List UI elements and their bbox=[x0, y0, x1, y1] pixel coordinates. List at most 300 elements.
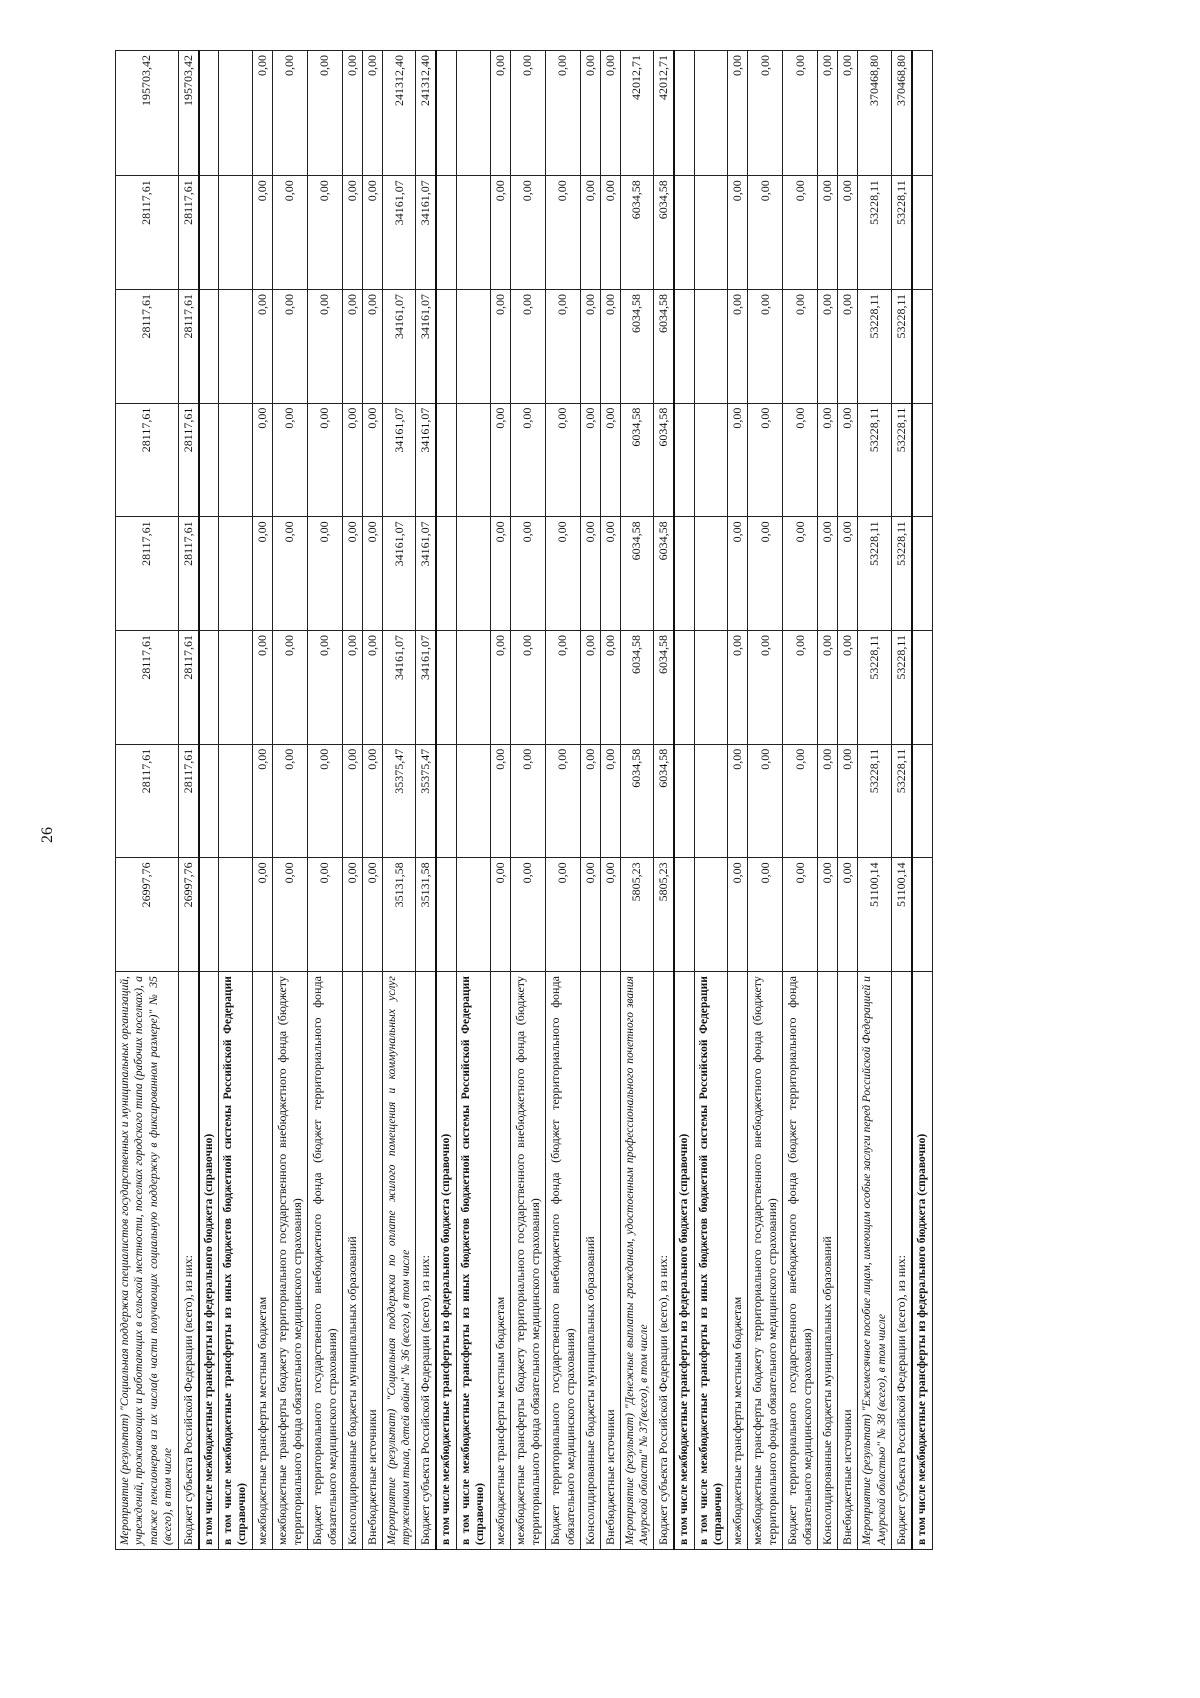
table-row bbox=[858, 51, 892, 1550]
row-value-cell: 0,00 bbox=[728, 517, 748, 631]
row-value-cell bbox=[218, 403, 252, 517]
row-value-cell: 0,00 bbox=[490, 631, 510, 745]
row-value-cell: 0,00 bbox=[748, 858, 783, 972]
row-label: Бюджет территориального государственного внебюджетного фонда (бюджет территориального фонда обязательного медицинского страхования) bbox=[307, 972, 342, 1550]
row-value-cell: 6034,58 bbox=[620, 744, 654, 858]
row-value-cell: 0,00 bbox=[748, 403, 783, 517]
row-value-cell: 0,00 bbox=[580, 289, 600, 403]
row-value-cell bbox=[694, 176, 728, 290]
row-value-cell bbox=[456, 517, 490, 631]
row-value-cell: 0,00 bbox=[510, 631, 545, 745]
row-value-cell: 35131,58 bbox=[416, 858, 437, 972]
row-value-cell: 28117,61 bbox=[178, 289, 199, 403]
row-value-cell: 0,00 bbox=[783, 289, 818, 403]
row-value-cell: 0,00 bbox=[272, 744, 307, 858]
row-value-cell: 0,00 bbox=[342, 517, 362, 631]
table-row bbox=[674, 51, 694, 1550]
row-total-cell: 0,00 bbox=[545, 51, 580, 176]
row-label: в том числе межбюджетные трансферты из федерального бюджета (справочно) bbox=[436, 972, 456, 1550]
row-value-cell bbox=[912, 744, 932, 858]
row-value-cell: 34161,07 bbox=[382, 403, 416, 517]
row-value-cell: 0,00 bbox=[600, 289, 620, 403]
row-value-cell: 28117,61 bbox=[116, 517, 179, 631]
row-value-cell: 34161,07 bbox=[416, 517, 437, 631]
row-value-cell: 0,00 bbox=[272, 403, 307, 517]
row-value-cell bbox=[674, 403, 694, 517]
row-value-cell: 0,00 bbox=[818, 176, 838, 290]
row-value-cell: 5805,23 bbox=[620, 858, 654, 972]
row-value-cell: 0,00 bbox=[580, 858, 600, 972]
row-label: Бюджет территориального государственного внебюджетного фонда (бюджет территориального фонда обязательного медицинского страхования) bbox=[783, 972, 818, 1550]
row-value-cell: 0,00 bbox=[272, 517, 307, 631]
table-row bbox=[818, 51, 838, 1550]
row-value-cell: 0,00 bbox=[600, 517, 620, 631]
row-label: межбюджетные трансферты бюджету территориального государственного внебюджетного фонда (бюджету территориального фонда обязательного медицинского страхования) bbox=[748, 972, 783, 1550]
row-value-cell: 0,00 bbox=[307, 289, 342, 403]
row-value-cell: 53228,11 bbox=[858, 289, 892, 403]
row-total-cell bbox=[456, 51, 490, 176]
row-value-cell: 0,00 bbox=[580, 176, 600, 290]
row-value-cell: 0,00 bbox=[510, 403, 545, 517]
row-total-cell: 0,00 bbox=[748, 51, 783, 176]
table-row bbox=[654, 51, 675, 1550]
table-row bbox=[382, 51, 416, 1550]
row-total-cell: 0,00 bbox=[600, 51, 620, 176]
row-value-cell: 0,00 bbox=[490, 517, 510, 631]
row-value-cell bbox=[674, 289, 694, 403]
row-value-cell: 0,00 bbox=[748, 631, 783, 745]
row-value-cell bbox=[694, 744, 728, 858]
row-value-cell bbox=[436, 744, 456, 858]
row-value-cell: 28117,61 bbox=[116, 744, 179, 858]
row-value-cell bbox=[456, 289, 490, 403]
row-value-cell: 0,00 bbox=[838, 403, 858, 517]
row-value-cell: 0,00 bbox=[510, 176, 545, 290]
row-total-cell bbox=[694, 51, 728, 176]
row-value-cell bbox=[912, 517, 932, 631]
row-value-cell: 34161,07 bbox=[416, 176, 437, 290]
row-value-cell: 0,00 bbox=[252, 403, 272, 517]
row-total-cell: 195703,42 bbox=[178, 51, 199, 176]
row-value-cell bbox=[674, 176, 694, 290]
row-value-cell: 0,00 bbox=[362, 744, 382, 858]
row-label: Бюджет субъекта Российской Федерации (всего), из них: bbox=[892, 972, 913, 1550]
row-label: межбюджетные трансферты бюджету территориального государственного внебюджетного фонда (бюджету территориального фонда обязательного медицинского страхования) bbox=[510, 972, 545, 1550]
row-value-cell: 53228,11 bbox=[858, 403, 892, 517]
row-value-cell: 0,00 bbox=[580, 631, 600, 745]
table-row bbox=[490, 51, 510, 1550]
row-value-cell: 0,00 bbox=[818, 858, 838, 972]
row-value-cell: 0,00 bbox=[545, 631, 580, 745]
row-value-cell: 0,00 bbox=[362, 289, 382, 403]
row-value-cell: 0,00 bbox=[362, 517, 382, 631]
row-value-cell: 28117,61 bbox=[116, 176, 179, 290]
row-label: межбюджетные трансферты местным бюджетам bbox=[490, 972, 510, 1550]
row-value-cell bbox=[199, 631, 219, 745]
row-label: в том числе межбюджетные трансферты из иных бюджетов бюджетной системы Российской Федерации (справочно) bbox=[218, 972, 252, 1550]
row-value-cell: 0,00 bbox=[490, 403, 510, 517]
row-value-cell: 35375,47 bbox=[416, 744, 437, 858]
row-value-cell: 0,00 bbox=[818, 517, 838, 631]
row-value-cell: 0,00 bbox=[600, 744, 620, 858]
row-value-cell: 0,00 bbox=[362, 176, 382, 290]
table-row bbox=[580, 51, 600, 1550]
row-value-cell: 26997,76 bbox=[116, 858, 179, 972]
row-total-cell: 241312,40 bbox=[382, 51, 416, 176]
row-value-cell: 0,00 bbox=[545, 176, 580, 290]
table-row bbox=[912, 51, 932, 1550]
row-value-cell: 28117,61 bbox=[178, 744, 199, 858]
row-value-cell bbox=[199, 289, 219, 403]
row-value-cell: 0,00 bbox=[748, 289, 783, 403]
page-number: 26 bbox=[39, 827, 56, 843]
row-label: Бюджет субъекта Российской Федерации (всего), из них: bbox=[416, 972, 437, 1550]
table-row bbox=[600, 51, 620, 1550]
row-value-cell: 28117,61 bbox=[116, 403, 179, 517]
row-total-cell: 0,00 bbox=[272, 51, 307, 176]
row-value-cell bbox=[694, 631, 728, 745]
row-value-cell: 53228,11 bbox=[892, 176, 913, 290]
row-value-cell: 34161,07 bbox=[382, 176, 416, 290]
row-value-cell: 0,00 bbox=[252, 176, 272, 290]
row-value-cell: 0,00 bbox=[838, 176, 858, 290]
row-value-cell bbox=[674, 517, 694, 631]
row-total-cell bbox=[199, 51, 219, 176]
row-value-cell bbox=[912, 289, 932, 403]
table-row bbox=[178, 51, 199, 1550]
row-label: Мероприятие (результат) "Ежемесячное пособие лицам, имеющим особые заслуги перед Российской Федерацией и Амурской областью" № 38 (всего), в том числе bbox=[858, 972, 892, 1550]
row-value-cell: 0,00 bbox=[783, 858, 818, 972]
row-value-cell bbox=[912, 176, 932, 290]
row-label: Мероприятие (результат) "Социальная поддержка специалистов государственных и муниципальных организаций, учреждений, проживающих и работающих в сельской местности, поселках городского типа (рабочих поселках), а также пенсионеров из их числа(в части получающих социальную поддержку в фиксированном размере)" № 35 (всего), в том числе bbox=[116, 972, 179, 1550]
table-row bbox=[252, 51, 272, 1550]
row-value-cell bbox=[218, 631, 252, 745]
table-row bbox=[218, 51, 252, 1550]
row-value-cell: 5805,23 bbox=[654, 858, 675, 972]
row-value-cell: 53228,11 bbox=[892, 631, 913, 745]
row-value-cell: 28117,61 bbox=[116, 631, 179, 745]
budget-table-body bbox=[116, 51, 933, 1550]
row-value-cell bbox=[436, 289, 456, 403]
row-value-cell: 28117,61 bbox=[178, 403, 199, 517]
row-value-cell bbox=[199, 403, 219, 517]
row-value-cell: 0,00 bbox=[307, 858, 342, 972]
row-total-cell: 0,00 bbox=[510, 51, 545, 176]
table-row bbox=[510, 51, 545, 1550]
row-value-cell: 26997,76 bbox=[178, 858, 199, 972]
table-row bbox=[416, 51, 437, 1550]
table-row bbox=[116, 51, 179, 1550]
row-value-cell: 0,00 bbox=[342, 403, 362, 517]
row-value-cell bbox=[694, 858, 728, 972]
row-value-cell: 0,00 bbox=[728, 744, 748, 858]
row-value-cell: 0,00 bbox=[728, 176, 748, 290]
budget-table bbox=[115, 50, 933, 1550]
row-value-cell: 0,00 bbox=[490, 289, 510, 403]
row-value-cell: 28117,61 bbox=[116, 289, 179, 403]
row-value-cell bbox=[912, 858, 932, 972]
row-value-cell: 0,00 bbox=[510, 858, 545, 972]
row-value-cell: 0,00 bbox=[272, 631, 307, 745]
row-value-cell: 0,00 bbox=[307, 517, 342, 631]
row-value-cell: 53228,11 bbox=[858, 631, 892, 745]
row-value-cell: 28117,61 bbox=[178, 517, 199, 631]
row-value-cell bbox=[218, 517, 252, 631]
row-label: межбюджетные трансферты местным бюджетам bbox=[252, 972, 272, 1550]
table-row bbox=[620, 51, 654, 1550]
row-value-cell: 0,00 bbox=[545, 403, 580, 517]
row-total-cell bbox=[674, 51, 694, 176]
row-value-cell bbox=[456, 744, 490, 858]
row-value-cell: 0,00 bbox=[252, 858, 272, 972]
row-value-cell: 0,00 bbox=[252, 631, 272, 745]
table-row bbox=[783, 51, 818, 1550]
table-row bbox=[545, 51, 580, 1550]
row-value-cell: 34161,07 bbox=[382, 517, 416, 631]
row-value-cell: 0,00 bbox=[342, 176, 362, 290]
row-value-cell: 0,00 bbox=[510, 744, 545, 858]
row-value-cell: 0,00 bbox=[600, 858, 620, 972]
row-value-cell: 0,00 bbox=[728, 403, 748, 517]
row-value-cell: 0,00 bbox=[580, 517, 600, 631]
row-value-cell: 0,00 bbox=[748, 176, 783, 290]
row-value-cell: 6034,58 bbox=[654, 631, 675, 745]
row-value-cell: 0,00 bbox=[838, 858, 858, 972]
row-label: в том числе межбюджетные трансферты из федерального бюджета (справочно) bbox=[674, 972, 694, 1550]
row-value-cell: 0,00 bbox=[545, 744, 580, 858]
row-value-cell: 0,00 bbox=[818, 631, 838, 745]
row-value-cell bbox=[694, 517, 728, 631]
row-total-cell: 0,00 bbox=[342, 51, 362, 176]
row-value-cell: 34161,07 bbox=[416, 403, 437, 517]
table-row bbox=[199, 51, 219, 1550]
row-value-cell bbox=[456, 403, 490, 517]
row-value-cell bbox=[674, 858, 694, 972]
row-total-cell: 0,00 bbox=[362, 51, 382, 176]
row-value-cell: 0,00 bbox=[748, 744, 783, 858]
row-value-cell: 51100,14 bbox=[892, 858, 913, 972]
row-value-cell: 34161,07 bbox=[382, 289, 416, 403]
row-value-cell: 34161,07 bbox=[416, 289, 437, 403]
table-row bbox=[272, 51, 307, 1550]
row-value-cell bbox=[674, 744, 694, 858]
row-value-cell bbox=[436, 517, 456, 631]
row-label: Внебюджетные источники bbox=[600, 972, 620, 1550]
table-row bbox=[838, 51, 858, 1550]
table-row bbox=[342, 51, 362, 1550]
row-total-cell: 0,00 bbox=[580, 51, 600, 176]
row-value-cell: 34161,07 bbox=[416, 631, 437, 745]
row-value-cell: 0,00 bbox=[838, 517, 858, 631]
row-value-cell: 6034,58 bbox=[654, 176, 675, 290]
row-value-cell: 53228,11 bbox=[892, 289, 913, 403]
row-value-cell: 6034,58 bbox=[654, 289, 675, 403]
row-value-cell: 0,00 bbox=[838, 289, 858, 403]
row-value-cell: 6034,58 bbox=[620, 631, 654, 745]
row-label: в том числе межбюджетные трансферты из иных бюджетов бюджетной системы Российской Федерации (справочно) bbox=[456, 972, 490, 1550]
row-label: Внебюджетные источники bbox=[362, 972, 382, 1550]
row-value-cell: 0,00 bbox=[510, 517, 545, 631]
row-value-cell bbox=[912, 631, 932, 745]
row-value-cell: 0,00 bbox=[818, 289, 838, 403]
row-value-cell: 0,00 bbox=[252, 744, 272, 858]
row-value-cell bbox=[694, 403, 728, 517]
row-total-cell: 0,00 bbox=[490, 51, 510, 176]
row-value-cell bbox=[436, 176, 456, 290]
row-value-cell: 0,00 bbox=[600, 176, 620, 290]
row-value-cell: 0,00 bbox=[342, 858, 362, 972]
table-row bbox=[436, 51, 456, 1550]
row-label: межбюджетные трансферты местным бюджетам bbox=[728, 972, 748, 1550]
row-value-cell bbox=[199, 744, 219, 858]
row-value-cell bbox=[218, 744, 252, 858]
row-value-cell: 0,00 bbox=[545, 289, 580, 403]
row-value-cell: 0,00 bbox=[545, 517, 580, 631]
row-value-cell bbox=[199, 858, 219, 972]
row-label: в том числе межбюджетные трансферты из федерального бюджета (справочно) bbox=[912, 972, 932, 1550]
row-value-cell: 0,00 bbox=[362, 631, 382, 745]
row-label: Бюджет субъекта Российской Федерации (всего), из них: bbox=[178, 972, 199, 1550]
row-value-cell: 0,00 bbox=[838, 631, 858, 745]
row-value-cell: 6034,58 bbox=[620, 176, 654, 290]
row-value-cell: 0,00 bbox=[272, 176, 307, 290]
row-value-cell bbox=[199, 517, 219, 631]
row-value-cell: 0,00 bbox=[307, 403, 342, 517]
row-label: в том числе межбюджетные трансферты из иных бюджетов бюджетной системы Российской Федерации (справочно) bbox=[694, 972, 728, 1550]
row-value-cell: 0,00 bbox=[783, 403, 818, 517]
row-value-cell: 35375,47 bbox=[382, 744, 416, 858]
row-value-cell: 0,00 bbox=[307, 631, 342, 745]
row-total-cell bbox=[218, 51, 252, 176]
row-value-cell: 6034,58 bbox=[654, 744, 675, 858]
row-value-cell: 0,00 bbox=[783, 176, 818, 290]
row-total-cell: 195703,42 bbox=[116, 51, 179, 176]
row-value-cell: 0,00 bbox=[818, 744, 838, 858]
row-value-cell bbox=[218, 858, 252, 972]
row-label: Бюджет субъекта Российской Федерации (всего), из них: bbox=[654, 972, 675, 1550]
row-value-cell bbox=[218, 176, 252, 290]
row-value-cell: 0,00 bbox=[252, 517, 272, 631]
row-value-cell: 0,00 bbox=[490, 744, 510, 858]
row-label: Консолидированные бюджеты муниципальных образований bbox=[580, 972, 600, 1550]
row-value-cell: 0,00 bbox=[838, 744, 858, 858]
row-value-cell: 0,00 bbox=[728, 858, 748, 972]
row-total-cell: 0,00 bbox=[307, 51, 342, 176]
row-total-cell bbox=[436, 51, 456, 176]
row-value-cell: 53228,11 bbox=[858, 176, 892, 290]
row-value-cell: 53228,11 bbox=[858, 744, 892, 858]
row-value-cell: 0,00 bbox=[783, 631, 818, 745]
row-value-cell: 28117,61 bbox=[178, 631, 199, 745]
row-value-cell: 0,00 bbox=[783, 744, 818, 858]
table-row bbox=[694, 51, 728, 1550]
row-total-cell: 370468,80 bbox=[858, 51, 892, 176]
row-value-cell: 0,00 bbox=[342, 631, 362, 745]
row-value-cell bbox=[456, 858, 490, 972]
row-total-cell bbox=[912, 51, 932, 176]
row-label: Бюджет территориального государственного внебюджетного фонда (бюджет территориального фонда обязательного медицинского страхования) bbox=[545, 972, 580, 1550]
row-value-cell bbox=[436, 631, 456, 745]
row-value-cell bbox=[456, 176, 490, 290]
row-total-cell: 0,00 bbox=[728, 51, 748, 176]
row-label: Консолидированные бюджеты муниципальных образований bbox=[342, 972, 362, 1550]
row-value-cell bbox=[912, 403, 932, 517]
row-value-cell: 0,00 bbox=[342, 289, 362, 403]
row-value-cell: 53228,11 bbox=[892, 744, 913, 858]
row-value-cell bbox=[694, 289, 728, 403]
row-value-cell: 0,00 bbox=[748, 517, 783, 631]
row-value-cell: 0,00 bbox=[490, 858, 510, 972]
table-row bbox=[456, 51, 490, 1550]
row-value-cell: 0,00 bbox=[580, 744, 600, 858]
row-total-cell: 0,00 bbox=[838, 51, 858, 176]
row-value-cell bbox=[436, 403, 456, 517]
table-row bbox=[307, 51, 342, 1550]
row-value-cell: 0,00 bbox=[728, 289, 748, 403]
row-value-cell: 0,00 bbox=[272, 858, 307, 972]
row-value-cell: 0,00 bbox=[307, 176, 342, 290]
row-total-cell: 0,00 bbox=[783, 51, 818, 176]
row-value-cell bbox=[218, 289, 252, 403]
row-label: Мероприятие (результат) "Денежные выплаты гражданам, удостоенным профессионального почетного звания Амурской области" № 37(всего), в том числе bbox=[620, 972, 654, 1550]
row-value-cell: 0,00 bbox=[580, 403, 600, 517]
rotated-table-container bbox=[115, 50, 1095, 1550]
table-row bbox=[362, 51, 382, 1550]
row-value-cell: 0,00 bbox=[252, 289, 272, 403]
row-value-cell: 0,00 bbox=[818, 403, 838, 517]
row-label: межбюджетные трансферты бюджету территориального государственного внебюджетного фонда (бюджету территориального фонда обязательного медицинского страхования) bbox=[272, 972, 307, 1550]
row-label: Мероприятие (результат) "Социальная поддержка по оплате жилого помещения и коммунальных услуг труженикам тыла, детей войны" № 36 (всего), в том числе bbox=[382, 972, 416, 1550]
row-value-cell: 35131,58 bbox=[382, 858, 416, 972]
row-total-cell: 0,00 bbox=[252, 51, 272, 176]
row-value-cell: 0,00 bbox=[545, 858, 580, 972]
row-total-cell: 42012,71 bbox=[620, 51, 654, 176]
row-value-cell: 53228,11 bbox=[892, 517, 913, 631]
table-row bbox=[748, 51, 783, 1550]
row-label: в том числе межбюджетные трансферты из федерального бюджета (справочно) bbox=[199, 972, 219, 1550]
row-value-cell bbox=[199, 176, 219, 290]
row-value-cell: 0,00 bbox=[783, 517, 818, 631]
row-value-cell: 0,00 bbox=[362, 403, 382, 517]
row-value-cell: 6034,58 bbox=[654, 517, 675, 631]
row-value-cell: 0,00 bbox=[272, 289, 307, 403]
row-value-cell: 28117,61 bbox=[178, 176, 199, 290]
row-value-cell: 6034,58 bbox=[620, 517, 654, 631]
row-value-cell bbox=[436, 858, 456, 972]
row-value-cell: 53228,11 bbox=[858, 517, 892, 631]
row-value-cell: 0,00 bbox=[307, 744, 342, 858]
row-value-cell: 0,00 bbox=[728, 631, 748, 745]
row-value-cell: 34161,07 bbox=[382, 631, 416, 745]
row-value-cell: 6034,58 bbox=[620, 403, 654, 517]
row-value-cell: 0,00 bbox=[600, 403, 620, 517]
row-total-cell: 241312,40 bbox=[416, 51, 437, 176]
row-total-cell: 370468,80 bbox=[892, 51, 913, 176]
row-total-cell: 42012,71 bbox=[654, 51, 675, 176]
row-label: Консолидированные бюджеты муниципальных образований bbox=[818, 972, 838, 1550]
row-value-cell: 0,00 bbox=[342, 744, 362, 858]
row-value-cell: 0,00 bbox=[490, 176, 510, 290]
row-value-cell bbox=[456, 631, 490, 745]
table-row bbox=[728, 51, 748, 1550]
table-row bbox=[892, 51, 913, 1550]
row-value-cell: 6034,58 bbox=[620, 289, 654, 403]
row-value-cell: 0,00 bbox=[362, 858, 382, 972]
row-value-cell: 0,00 bbox=[600, 631, 620, 745]
row-total-cell: 0,00 bbox=[818, 51, 838, 176]
row-value-cell: 51100,14 bbox=[858, 858, 892, 972]
row-value-cell: 0,00 bbox=[510, 289, 545, 403]
